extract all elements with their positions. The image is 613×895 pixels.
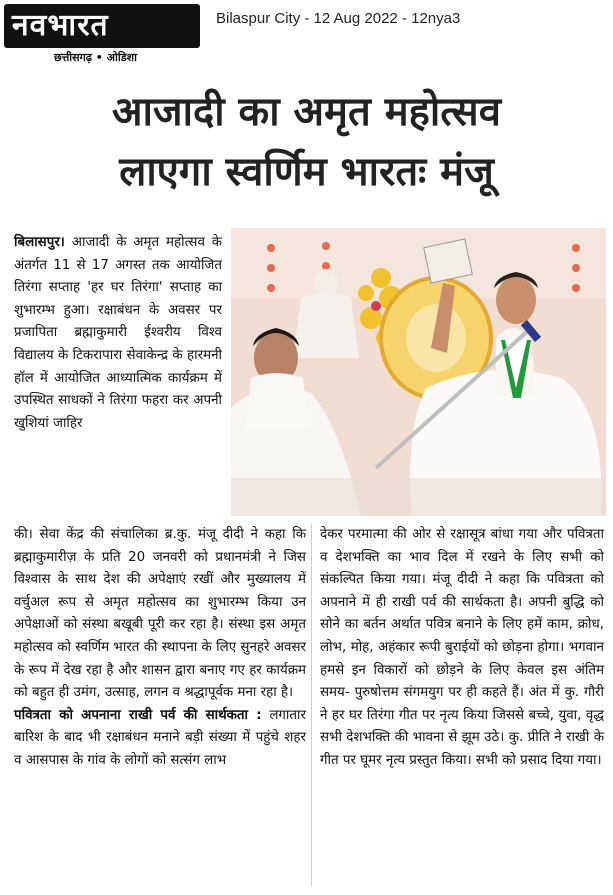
article-column-right: [320, 524, 604, 773]
column-divider: [311, 524, 312, 886]
newspaper-logo: [4, 4, 200, 48]
headline-line-1: आजादी का अमृत महोत्सव: [112, 89, 501, 135]
article-dateline-word: बिलासपुर।: [14, 235, 65, 250]
article-text-left: की। सेवा केंद्र की संचालिका ब्र.कु. मंजू दीदी ने कहा कि ब्रह्माकुमारीज़ के प्रति 20 जनवरी को प्रधानमंत्री ने जिस विश्वास के साथ देश की अपेक्षाएं रखीं और मुख्यालय में वर्चुअल रूप से अमृत महोत्सव का शुभारम्भ किया उन अपेक्षाओं को संस्था बखूबी पूरी कर रहा है। संस्था इस अमृत महोत्सव को स्वर्णिम भारत की स्थापना के लिए सुनहरे अवसर के रूप में देख रहा है और शासन द्वारा बनाए गए हर कार्यक्रम को बहुत ही उमंग, उत्साह, लगन व श्रद्धापूर्वक मना रहा है।: [14, 527, 306, 701]
article-text-top: आजादी के अमृत महोत्सव के अंतर्गत 11 से 17 अगस्त तक आयोजित तिरंगा सप्ताह 'हर घर तिरंगा' सप्ताह का शुभारम्भ हुआ। रक्षाबंधन के अवसर पर प्रजापिता ब्रह्माकुमारी ईश्वरीय विश्व विद्यालय के टिकरापारा सेवाकेन्द्र के हारमनी हॉल में आयोजित आध्यात्मिक कार्यक्रम में उपस्थित साधकों ने तिरंगा फहरा कर अपनी खुशियां जाहिर: [14, 235, 222, 431]
logo-subtitle: छत्तीसगढ़ • ओडिशा: [54, 51, 137, 64]
event-photo-icon: [231, 228, 606, 516]
article-subhead: पवित्रता को अपनाना राखी पर्व की सार्थकता :: [14, 707, 262, 723]
article-text-right: देकर परमात्मा की ओर से रक्षासूत्र बांधा गया और पवित्रता व देशभक्ति का भाव दिल में रखने के लिए सभी को संकल्पित किया गया। मंजू दीदी ने कहा कि पवित्रता को अपनाने में ही राखी पर्व की सार्थकता है। अपनी बुद्धि को सोने का बर्तन अर्थात पवित्र बनाने के लिए हमें काम, क्रोध, लोभ, मोह, अहंकार रूपी बुराईयों को छोड़ना होगा। भगवान हमसे इन विकारों को छोड़ने के लिए केवल इस अंतिम समय- पुरुषोत्तम संगमयुग पर ही कहते हैं। अंत में कु. गौरी ने हर घर तिरंगा गीत पर नृत्य किया जिससे बच्चे, युवा, वृद्ध सभी देशभक्ति की भावना से झूम उठे। कु. प्रीति ने राखी के गीत पर घूमर नृत्य प्रस्तुत किया। सभी को प्रसाद दिया गया।: [320, 527, 604, 768]
headline-line-2: लाएगा स्वर्णिम भारतः मंजू: [119, 149, 494, 195]
event-photo: [231, 228, 606, 516]
article-text-left-2: लगातार बारिश के बाद भी रक्षाबंधन मनाने बड़ी संख्या में पहुंचे शहर व आसपास के गांव के लोगों को सत्संग लाभ: [14, 707, 306, 768]
article-column-left: [14, 524, 306, 773]
masthead: [4, 4, 204, 66]
edition-dateline: Bilaspur City - 12 Aug 2022 - 12nya3: [216, 10, 461, 27]
article-column-top: [14, 232, 222, 435]
logo-text: नवभारत: [12, 8, 109, 43]
